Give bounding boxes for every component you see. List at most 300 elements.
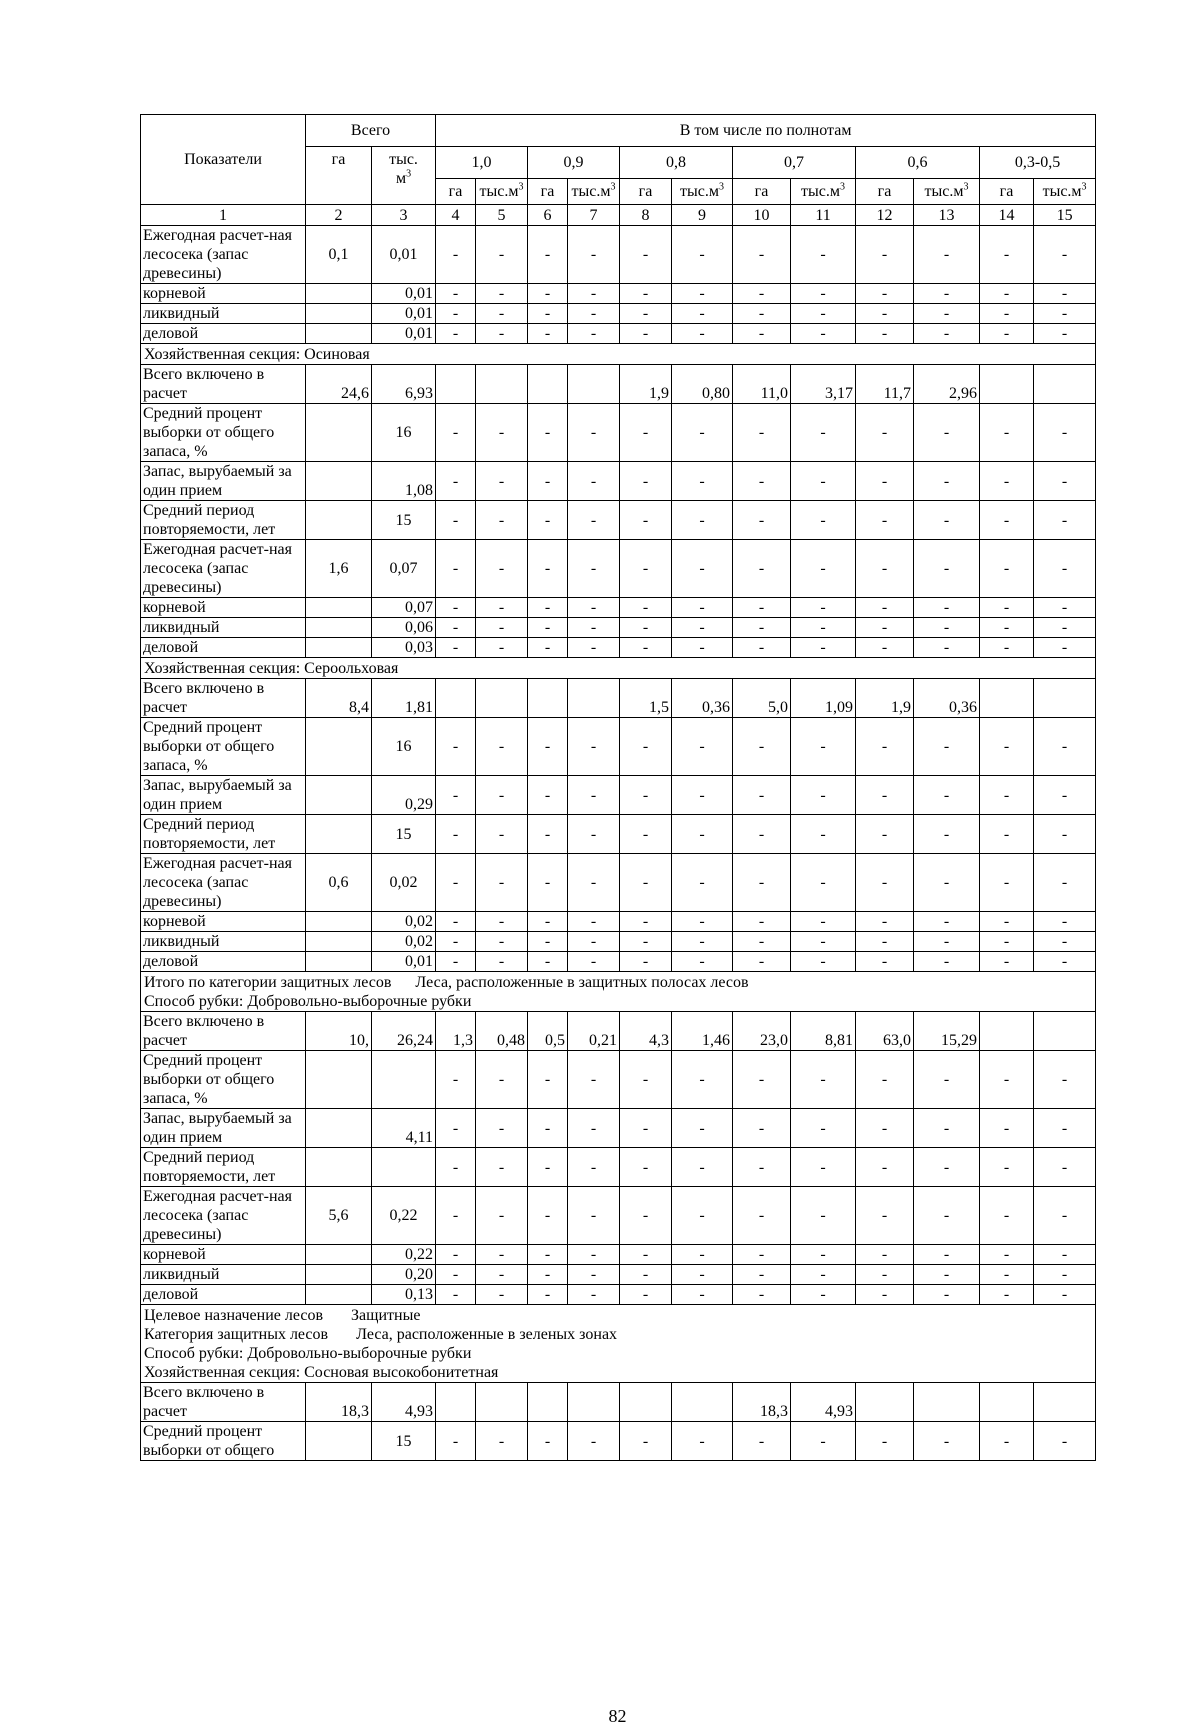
cell-density-value: -	[476, 501, 528, 540]
cell-density-value	[980, 1383, 1034, 1422]
cell-total-ha	[306, 1148, 372, 1187]
cell-density-value: -	[791, 1187, 856, 1245]
cell-density-value: -	[620, 952, 672, 972]
cell-density-value	[436, 679, 476, 718]
cell-density-value: -	[791, 404, 856, 462]
cell-density-value: -	[436, 462, 476, 501]
cell-density-value	[436, 1383, 476, 1422]
cell-density-value: -	[914, 404, 980, 462]
cell-density-value: -	[672, 598, 733, 618]
column-number: 13	[914, 205, 980, 226]
cell-density-value: -	[791, 854, 856, 912]
cell-density-value: -	[980, 404, 1034, 462]
table-body	[141, 226, 1096, 1461]
cell-density-value: -	[791, 284, 856, 304]
cell-density-value: -	[528, 304, 568, 324]
cell-density-value: -	[791, 1285, 856, 1305]
cell-density-value: -	[914, 1109, 980, 1148]
cell-total-ha	[306, 618, 372, 638]
cell-density-value: -	[1034, 776, 1096, 815]
subheader-volume: $тыс.м^3$	[568, 179, 620, 205]
cell-total-volume: 1,08	[372, 462, 436, 501]
cell-density-value: -	[733, 226, 791, 284]
cell-total-ha: 1,6	[306, 540, 372, 598]
cell-density-value: -	[856, 1187, 914, 1245]
cell-density-value: -	[914, 932, 980, 952]
header-total-ha: га	[306, 147, 372, 205]
cell-density-value: -	[436, 540, 476, 598]
cell-total-volume: 4,93	[372, 1383, 436, 1422]
cell-density-value: -	[1034, 618, 1096, 638]
section-line: Способ рубки: Добровольно-выборочные рубки	[144, 1344, 472, 1362]
cell-density-value: -	[620, 1265, 672, 1285]
cell-density-value	[980, 365, 1034, 404]
cell-density-value: -	[476, 1285, 528, 1305]
cell-density-value: -	[528, 912, 568, 932]
cell-density-value: -	[476, 598, 528, 618]
cell-density-value: -	[791, 952, 856, 972]
cell-density-value: -	[568, 912, 620, 932]
cell-density-value: -	[672, 618, 733, 638]
cell-density-value: -	[528, 404, 568, 462]
cell-total-volume	[372, 1148, 436, 1187]
cell-total-ha: 0,1	[306, 226, 372, 284]
cell-density-value: -	[568, 776, 620, 815]
cell-density-value: -	[733, 1245, 791, 1265]
cell-density-value: -	[620, 932, 672, 952]
cell-density-value: -	[914, 952, 980, 972]
cell-density-value	[914, 1383, 980, 1422]
cell-density-value: -	[856, 501, 914, 540]
cell-density-value	[620, 1383, 672, 1422]
cell-density-value	[476, 365, 528, 404]
cell-density-value: -	[980, 598, 1034, 618]
cell-density-value: -	[672, 912, 733, 932]
row-label: Ежегодная расчет-ная лесосека (запас древесины)	[141, 1187, 306, 1245]
cell-density-value: -	[568, 1187, 620, 1245]
cell-density-value	[672, 1383, 733, 1422]
cell-density-value	[1034, 679, 1096, 718]
cell-total-volume: 0,01	[372, 324, 436, 344]
cell-density-value: -	[914, 226, 980, 284]
cell-density-value: -	[914, 718, 980, 776]
cell-total-ha	[306, 718, 372, 776]
cell-density-value: -	[476, 1245, 528, 1265]
cell-density-value: -	[733, 1285, 791, 1305]
cell-density-value: 18,3	[733, 1383, 791, 1422]
cell-density-value: -	[914, 1285, 980, 1305]
cell-density-value: -	[528, 1245, 568, 1265]
cell-density-value: -	[620, 284, 672, 304]
cell-density-value: -	[980, 1187, 1034, 1245]
cell-density-value: -	[791, 540, 856, 598]
table-header	[141, 115, 1096, 226]
row-label: Ежегодная расчет-ная лесосека (запас древесины)	[141, 226, 306, 284]
cell-density-value: -	[791, 932, 856, 952]
cell-total-volume: 0,02	[372, 932, 436, 952]
cell-density-value: -	[856, 718, 914, 776]
cell-density-value	[1034, 365, 1096, 404]
cell-density-value: -	[791, 462, 856, 501]
cell-density-value: -	[980, 1265, 1034, 1285]
cell-density-value: -	[980, 776, 1034, 815]
cell-density-value: -	[914, 324, 980, 344]
table-row	[141, 1109, 1096, 1148]
cell-density-value: -	[528, 952, 568, 972]
cell-density-value: -	[733, 404, 791, 462]
row-label: Всего включено в расчет	[141, 1012, 306, 1051]
cell-total-ha	[306, 815, 372, 854]
cell-density-value: -	[476, 1422, 528, 1461]
cell-density-value: -	[672, 1265, 733, 1285]
cell-density-value	[856, 1383, 914, 1422]
cell-density-value: -	[733, 912, 791, 932]
table-row	[141, 1245, 1096, 1265]
cell-density-value: 2,96	[914, 365, 980, 404]
cell-density-value: -	[791, 776, 856, 815]
cell-density-value	[528, 1383, 568, 1422]
cell-density-value: -	[568, 1285, 620, 1305]
cell-density-value: -	[856, 932, 914, 952]
header-density-1: 1,0	[436, 147, 528, 179]
cell-density-value: -	[791, 638, 856, 658]
cell-total-ha	[306, 952, 372, 972]
cell-density-value: -	[980, 540, 1034, 598]
cell-density-value: -	[856, 284, 914, 304]
table-row	[141, 776, 1096, 815]
cell-density-value: -	[436, 226, 476, 284]
cell-density-value: -	[914, 1265, 980, 1285]
cell-density-value: -	[436, 1245, 476, 1265]
cell-density-value: -	[436, 618, 476, 638]
cell-density-value: -	[436, 718, 476, 776]
cell-density-value: -	[733, 638, 791, 658]
cell-density-value	[476, 679, 528, 718]
cell-density-value: -	[914, 815, 980, 854]
cell-total-ha	[306, 1051, 372, 1109]
cell-density-value: -	[476, 1109, 528, 1148]
cell-density-value: -	[791, 618, 856, 638]
cell-density-value: -	[791, 1051, 856, 1109]
subheader-ha: га	[733, 179, 791, 205]
subheader-volume: $тыс.м^3$	[914, 179, 980, 205]
row-label: деловой	[141, 324, 306, 344]
cell-density-value: -	[856, 304, 914, 324]
cell-density-value: 11,7	[856, 365, 914, 404]
cell-density-value: -	[528, 1187, 568, 1245]
header-density-3: 0,8	[620, 147, 733, 179]
cell-density-value: -	[791, 1109, 856, 1148]
cell-density-value: -	[436, 501, 476, 540]
cell-density-value: -	[914, 462, 980, 501]
cell-density-value: -	[914, 854, 980, 912]
row-label: Средний процент выборки от общего запаса, %	[141, 404, 306, 462]
table-row	[141, 854, 1096, 912]
cell-density-value: -	[856, 540, 914, 598]
cell-density-value: -	[733, 462, 791, 501]
cell-density-value: -	[1034, 718, 1096, 776]
cell-density-value	[568, 679, 620, 718]
cell-total-ha	[306, 1245, 372, 1265]
cell-density-value: -	[568, 1245, 620, 1265]
cell-total-ha	[306, 1422, 372, 1461]
cell-density-value: -	[620, 226, 672, 284]
cell-density-value: -	[436, 1148, 476, 1187]
cell-density-value: -	[672, 501, 733, 540]
cell-total-volume: 16	[372, 718, 436, 776]
subheader-ha: га	[856, 179, 914, 205]
cell-density-value: -	[1034, 1245, 1096, 1265]
subheader-ha: га	[436, 179, 476, 205]
table-row	[141, 815, 1096, 854]
cell-density-value: -	[620, 815, 672, 854]
cell-density-value: 63,0	[856, 1012, 914, 1051]
cell-density-value: -	[980, 1422, 1034, 1461]
cell-density-value: -	[672, 540, 733, 598]
row-label: корневой	[141, 912, 306, 932]
cell-density-value: -	[1034, 304, 1096, 324]
cell-density-value: -	[476, 540, 528, 598]
cell-density-value: -	[791, 1422, 856, 1461]
cell-density-value: -	[672, 854, 733, 912]
cell-density-value: -	[672, 226, 733, 284]
cell-density-value: -	[476, 226, 528, 284]
cell-density-value: -	[436, 912, 476, 932]
cell-density-value: -	[672, 952, 733, 972]
cell-density-value: -	[436, 1265, 476, 1285]
cell-density-value: -	[856, 1422, 914, 1461]
table-row	[141, 462, 1096, 501]
cell-density-value: -	[476, 1187, 528, 1245]
page-number: 82	[608, 1706, 627, 1726]
cell-total-ha	[306, 1285, 372, 1305]
cell-density-value: -	[568, 638, 620, 658]
cell-density-value: -	[856, 1265, 914, 1285]
section-line: Итого по категории защитных лесов Леса, расположенные в защитных полосах лесов	[144, 973, 749, 991]
cell-density-value: -	[528, 932, 568, 952]
cell-density-value: -	[620, 1051, 672, 1109]
column-number: 12	[856, 205, 914, 226]
cell-density-value	[436, 365, 476, 404]
cell-density-value: -	[1034, 324, 1096, 344]
cell-density-value: -	[436, 638, 476, 658]
cell-density-value: -	[980, 304, 1034, 324]
cell-density-value: -	[1034, 854, 1096, 912]
row-label: Запас, вырубаемый за один прием	[141, 1109, 306, 1148]
cell-density-value: -	[856, 1051, 914, 1109]
cell-density-value: -	[1034, 912, 1096, 932]
row-label: деловой	[141, 1285, 306, 1305]
cell-density-value: -	[1034, 1285, 1096, 1305]
section-line: Способ рубки: Добровольно-выборочные рубки	[144, 992, 472, 1010]
cell-total-ha	[306, 304, 372, 324]
cell-density-value: -	[791, 1245, 856, 1265]
cell-density-value: -	[620, 1422, 672, 1461]
cell-density-value: -	[733, 854, 791, 912]
cell-density-value: 11,0	[733, 365, 791, 404]
cell-density-value: -	[476, 952, 528, 972]
cell-density-value: -	[672, 284, 733, 304]
column-number: 2	[306, 205, 372, 226]
row-label: Средний период повторяемости, лет	[141, 815, 306, 854]
cell-density-value: -	[672, 815, 733, 854]
cell-density-value: -	[620, 1187, 672, 1245]
cell-density-value: -	[528, 462, 568, 501]
column-number-row	[141, 205, 1096, 226]
cell-density-value: -	[672, 1285, 733, 1305]
cell-density-value: -	[1034, 1265, 1096, 1285]
column-number: 3	[372, 205, 436, 226]
cell-density-value: 15,29	[914, 1012, 980, 1051]
cell-density-value: -	[436, 1109, 476, 1148]
cell-density-value: -	[1034, 932, 1096, 952]
cell-density-value: -	[856, 462, 914, 501]
table-row	[141, 598, 1096, 618]
cell-total-volume: 0,01	[372, 284, 436, 304]
cell-density-value: -	[914, 638, 980, 658]
table-row	[141, 932, 1096, 952]
cell-density-value: -	[568, 462, 620, 501]
cell-total-volume: 0,13	[372, 1285, 436, 1305]
table-row	[141, 912, 1096, 932]
cell-density-value: -	[733, 304, 791, 324]
cell-density-value: -	[568, 598, 620, 618]
cell-density-value	[568, 365, 620, 404]
cell-density-value: 0,80	[672, 365, 733, 404]
cell-density-value: -	[528, 1109, 568, 1148]
cell-density-value	[1034, 1383, 1096, 1422]
header-indicator: Показатели	[141, 115, 306, 205]
table-row	[141, 365, 1096, 404]
cell-density-value: 0,5	[528, 1012, 568, 1051]
row-label: Всего включено в расчет	[141, 679, 306, 718]
cell-density-value: 4,3	[620, 1012, 672, 1051]
cell-density-value: -	[856, 815, 914, 854]
cell-density-value: -	[672, 1187, 733, 1245]
cell-density-value: -	[1034, 1148, 1096, 1187]
cell-total-ha: 5,6	[306, 1187, 372, 1245]
cell-density-value: -	[1034, 815, 1096, 854]
cell-density-value: -	[436, 854, 476, 912]
cell-density-value: -	[476, 324, 528, 344]
cell-total-ha	[306, 932, 372, 952]
row-label: корневой	[141, 284, 306, 304]
cell-density-value: -	[476, 776, 528, 815]
cell-density-value: -	[980, 912, 1034, 932]
cell-density-value: -	[476, 1148, 528, 1187]
cell-density-value: -	[733, 932, 791, 952]
table-row	[141, 1422, 1096, 1461]
cell-density-value: -	[980, 952, 1034, 972]
cell-density-value: -	[528, 854, 568, 912]
cell-density-value: -	[528, 540, 568, 598]
table-row	[141, 1187, 1096, 1245]
cell-density-value: -	[791, 324, 856, 344]
cell-total-ha	[306, 638, 372, 658]
cell-density-value: -	[568, 718, 620, 776]
cell-density-value: -	[476, 462, 528, 501]
cell-total-ha	[306, 776, 372, 815]
row-label: Всего включено в расчет	[141, 365, 306, 404]
column-number: 7	[568, 205, 620, 226]
cell-total-ha	[306, 1265, 372, 1285]
column-number: 14	[980, 205, 1034, 226]
table-row	[141, 540, 1096, 598]
cell-total-volume: 6,93	[372, 365, 436, 404]
cell-density-value: -	[620, 540, 672, 598]
row-label: Ежегодная расчет-ная лесосека (запас древесины)	[141, 854, 306, 912]
cell-total-volume: 0,20	[372, 1265, 436, 1285]
cell-density-value: -	[1034, 638, 1096, 658]
cell-total-volume: 0,07	[372, 598, 436, 618]
column-number: 8	[620, 205, 672, 226]
cell-density-value: -	[620, 1285, 672, 1305]
cell-density-value: -	[733, 284, 791, 304]
cell-density-value: -	[568, 226, 620, 284]
cell-total-ha	[306, 462, 372, 501]
cell-density-value: -	[568, 854, 620, 912]
cell-density-value: -	[568, 284, 620, 304]
cell-density-value: -	[856, 638, 914, 658]
cell-density-value: 1,09	[791, 679, 856, 718]
cell-density-value: -	[733, 1422, 791, 1461]
cell-density-value: -	[672, 304, 733, 324]
cell-density-value: 5,0	[733, 679, 791, 718]
cell-density-value: -	[733, 598, 791, 618]
cell-total-volume: 0,02	[372, 912, 436, 932]
subheader-ha: га	[528, 179, 568, 205]
section-row	[141, 344, 1096, 365]
cell-density-value: -	[733, 1265, 791, 1285]
cell-density-value: -	[791, 1265, 856, 1285]
cell-density-value: -	[528, 815, 568, 854]
cell-density-value: -	[856, 952, 914, 972]
cell-density-value: -	[528, 284, 568, 304]
cell-density-value: -	[672, 324, 733, 344]
cell-density-value: -	[436, 1422, 476, 1461]
column-number: 6	[528, 205, 568, 226]
cell-density-value: -	[980, 638, 1034, 658]
row-label: корневой	[141, 598, 306, 618]
cell-density-value: 1,5	[620, 679, 672, 718]
cell-density-value	[980, 1012, 1034, 1051]
cell-total-volume: 0,01	[372, 304, 436, 324]
column-number: 4	[436, 205, 476, 226]
subheader-volume: $тыс.м^3$	[791, 179, 856, 205]
cell-density-value	[476, 1383, 528, 1422]
cell-density-value: -	[672, 1148, 733, 1187]
cell-density-value: -	[672, 1109, 733, 1148]
cell-density-value: -	[436, 932, 476, 952]
cell-density-value: -	[791, 1148, 856, 1187]
cell-density-value: -	[436, 598, 476, 618]
cell-density-value	[980, 679, 1034, 718]
cell-density-value: -	[791, 912, 856, 932]
cell-total-ha	[306, 501, 372, 540]
header-density-4: 0,7	[733, 147, 856, 179]
cell-total-ha: 8,4	[306, 679, 372, 718]
cell-density-value: -	[672, 718, 733, 776]
cell-density-value: -	[568, 1051, 620, 1109]
cell-density-value: -	[672, 462, 733, 501]
cell-density-value: -	[528, 598, 568, 618]
section-row	[141, 972, 1096, 1012]
subheader-volume: $тыс.м^3$	[1034, 179, 1096, 205]
cell-density-value: -	[733, 324, 791, 344]
cell-density-value: -	[1034, 1187, 1096, 1245]
cell-density-value: -	[436, 324, 476, 344]
cell-density-value: -	[436, 1051, 476, 1109]
